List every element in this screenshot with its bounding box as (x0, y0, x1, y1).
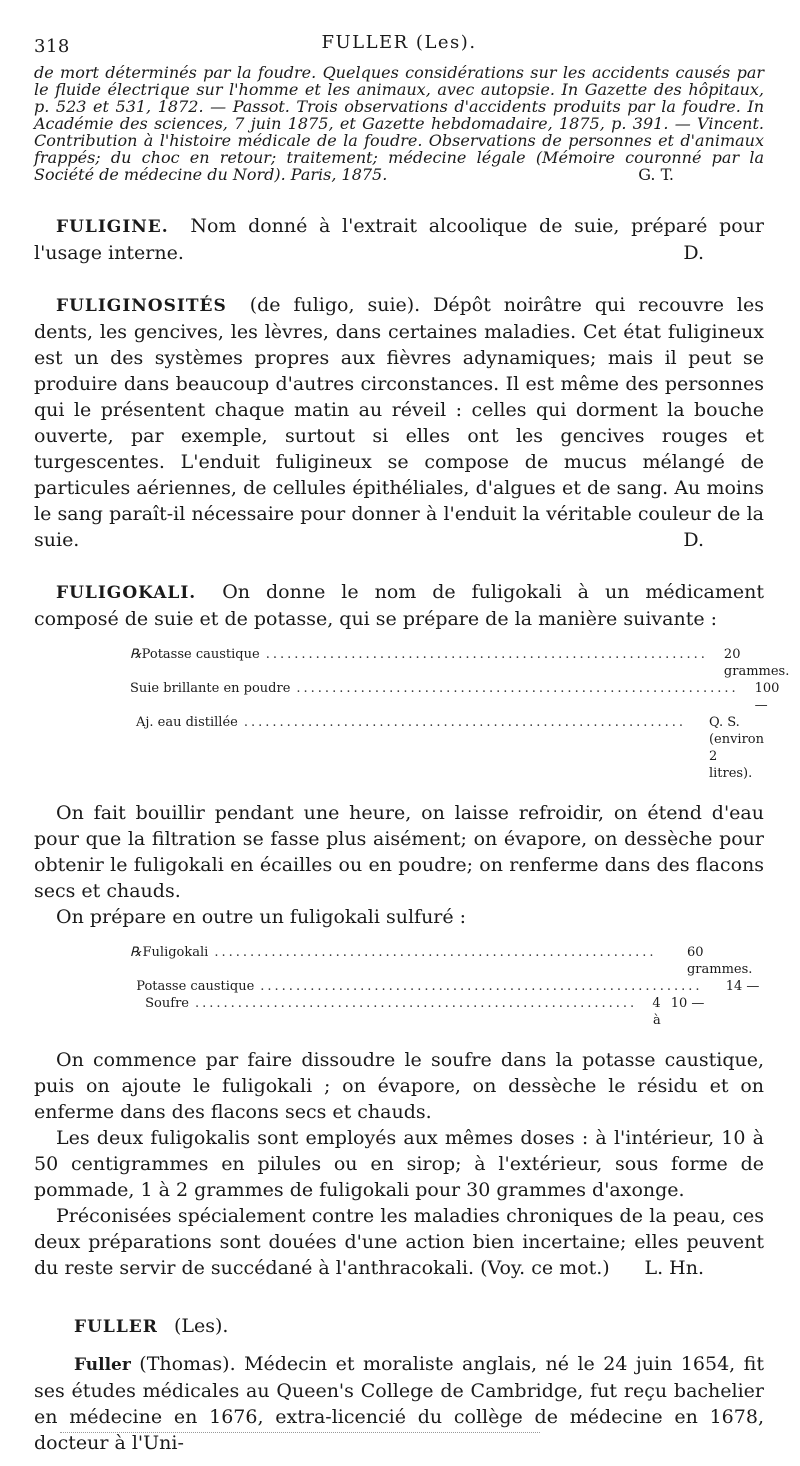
recipe-2 (130, 944, 764, 1029)
recipe-row (130, 995, 764, 1029)
ingredient: Soufre (145, 996, 189, 1011)
entry-fuligine (34, 213, 764, 266)
ingredient: Potasse caustique (141, 647, 260, 662)
ingredient: Aj. eau distillée (135, 715, 238, 730)
headword-suffix: (Les). (173, 1315, 229, 1337)
entry-fuller-les (34, 1315, 764, 1337)
recipe-symbol: ℞ (130, 647, 142, 662)
ingredient: Fuligokali (142, 945, 209, 960)
entry-fuliginosites (34, 292, 764, 553)
headword-fuligokali: FULIGOKALI. (56, 583, 197, 603)
paragraph-last (34, 1203, 764, 1281)
paragraph: On prépare en outre un fuligokali sulfuré : (56, 906, 467, 928)
recipe-row (130, 714, 764, 782)
signature-gt: G. T. (638, 165, 674, 184)
leader-dots: .............................................................. (265, 647, 708, 662)
leader-dots: .............................................................. (214, 945, 657, 960)
paragraph-text: Préconisées spécialement contre les maladies chroniques de la peau, ces deux préparations sont douées d'une action bien incertaine; elles peuvent du reste servir de succédané à l'anthracokali. (Voy. ce mot.) (34, 1205, 764, 1279)
recipe-symbol: ℞ (130, 945, 142, 960)
quantity: Q. S. (environ 2 litres). (708, 715, 764, 781)
signature-d: D. (683, 529, 704, 551)
entry-fuller-thomas (34, 1351, 764, 1456)
entry-fuligokali (34, 579, 790, 1281)
headword-fuller: FULLER (74, 1317, 158, 1337)
scan-artifact-line (60, 1432, 540, 1435)
bibliography-text: de mort déterminés par la foudre. Quelques considérations sur les accidents causés par le fluide électrique sur l'homme et les animaux, avec autopsie. In Gazette des hôpitaux, p. 523 et 531, 1872. — Passot. Trois observations d'accidents produits par la foudre. In Académie des sciences, 7 juin 1875, et Gazette hebdomadaire, 1875, p. 391. — Vincent. Contribution à l'histoire médicale de la foudre. Observations de personnes et d'animaux frappés; du choc en retour; traitement; médecine légale (Mémoire couronné par la Société de médecine du Nord). Paris, 1875. (34, 63, 764, 184)
quantity: 60 grammes. (686, 945, 753, 977)
quantity: 100 — (754, 681, 780, 713)
headword-fuller-thomas: Fuller (74, 1355, 131, 1375)
signature-d: D. (683, 242, 704, 264)
headword-fuliginosites: FULIGINOSITÉS (56, 296, 227, 316)
headword-fuligine: FULIGINE. (56, 217, 169, 237)
paragraph: Les deux fuligokalis sont employés aux mêmes doses : à l'intérieur, 10 à 50 centigrammes en pilules ou en sirop; à l'extérieur, sous forme de pommade, 1 à 2 grammes de fuligokali pour 30 grammes d'axonge. (34, 1127, 764, 1201)
quantity-range: 4 à (652, 996, 661, 1028)
quantity: 10 — (670, 996, 705, 1011)
page-number: 318 (34, 36, 70, 57)
entry-text: Nom donné à l'extrait alcoolique de suie, préparé pour l'usage interne. (34, 215, 764, 264)
recipe-row (130, 646, 790, 680)
ingredient: Suie brillante en poudre (130, 681, 291, 696)
ingredient: Potasse caustique (136, 979, 255, 994)
leader-dots: .............................................................. (296, 681, 739, 696)
paragraph: On commence par faire dissoudre le soufre dans la potasse caustique, puis on ajoute le fuligokali ; on évapore, on dessèche le résidu et on enferme dans des flacons secs et chauds. (34, 1049, 764, 1123)
recipe-row (130, 944, 764, 978)
page (34, 30, 790, 1456)
quantity: 14 — (725, 979, 760, 994)
recipe-1 (130, 646, 790, 782)
signature-lhn: L. Hn. (644, 1257, 704, 1279)
quantity: 20 grammes. (723, 647, 790, 679)
entry-text: (de fuligo, suie). Dépôt noirâtre qui recouvre les dents, les gencives, les lèvres, dans certaines maladies. Cet état fuligineux est un des systèmes propres aux fièvres adynamiques; mais il peut se produire dans beaucoup d'autres circonstances. Il est même des personnes qui le présentent chaque matin au réveil : celles qui dorment la bouche ouverte, par exemple, surtout si elles ont les gencives rouges et turgescentes. L'enduit fuligineux se compose de mucus mélangé de particules aériennes, de cellules épithéliales, d'algues et de sang. Au moins le sang paraît-il nécessaire pour donner à l'enduit la véritable couleur de la suie. (34, 294, 765, 551)
entry-text: (Thomas). Médecin et moraliste anglais, né le 24 juin 1654, fit ses études médicales au Queen's College de Cambridge, fut reçu bachelier en médecine en 1676, extra-licencié du collège de médecine en 1678, docteur à l'Uni- (34, 1353, 764, 1454)
running-header (34, 30, 764, 64)
running-title: FULLER (Les). (321, 32, 477, 53)
paragraph: On fait bouillir pendant une heure, on laisse refroidir, on étend d'eau pour que la filtration se fasse plus aisément; on évapore, on dessèche pour obtenir le fuligokali en écailles ou en poudre; on renferme dans des flacons secs et chauds. (34, 802, 764, 902)
bibliography-block (34, 64, 764, 183)
entry-text: On donne le nom de fuligokali à un médicament composé de suie et de potasse, qui se prépare de la manière suivante : (34, 581, 764, 630)
recipe-row (130, 680, 780, 714)
leader-dots: .............................................................. (194, 996, 638, 1011)
leader-dots: .............................................................. (243, 715, 687, 730)
recipe-row (130, 978, 764, 995)
leader-dots: .............................................................. (260, 979, 703, 994)
